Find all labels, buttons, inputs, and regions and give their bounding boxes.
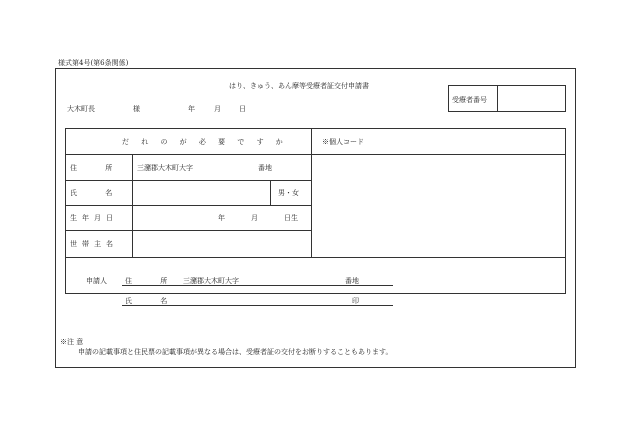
applicant-label: 申請人 — [86, 277, 107, 285]
dob-year-label: 年 — [218, 214, 225, 222]
addressee-town: 大木町長 — [67, 105, 95, 113]
main-table — [65, 128, 566, 294]
address-suffix: 番地 — [258, 164, 272, 172]
applicant-address-suffix: 番地 — [345, 277, 359, 285]
applicant-address-label: 住 所 — [125, 277, 181, 285]
householder-field[interactable] — [137, 236, 307, 250]
notes-title: ※注 意 — [60, 338, 84, 346]
householder-label: 世帯主名 — [70, 240, 118, 248]
dob-day-label: 日生 — [284, 214, 298, 222]
form-title: はり、きゅう、あん摩等受療者証交付申請書 — [229, 82, 369, 90]
dob-label: 生年月日 — [70, 214, 118, 222]
table-header: だ れ の が 必 要 で す か — [122, 138, 288, 146]
applicant-address-value[interactable]: 三瀦郡大木町大字 — [183, 277, 239, 285]
addressee-honorific: 様 — [133, 105, 140, 113]
recipient-number-field[interactable] — [502, 95, 562, 107]
recipient-number-label: 受療者番号 — [452, 96, 487, 104]
address-value[interactable]: 三瀦郡大木町大字 — [137, 164, 193, 172]
dob-month-label: 月 — [251, 214, 258, 222]
address-label: 住 所 — [70, 164, 126, 172]
notes-text: 申請の記載事項と住民票の記載事項が異なる場合は、受療者証の交付をお断りすることもあります。 — [78, 348, 393, 356]
applicant-name-label: 氏 名 — [125, 297, 181, 305]
name-field[interactable] — [137, 186, 265, 200]
name-label: 氏 名 — [70, 189, 126, 197]
gender-options[interactable]: 男・女 — [278, 189, 299, 197]
date-month-label: 月 — [214, 105, 221, 113]
date-day-label: 日 — [239, 105, 246, 113]
form-label: 様式第4号(第6条関係) — [58, 59, 129, 67]
date-year-label: 年 — [188, 105, 195, 113]
seal-mark: 印 — [352, 297, 359, 305]
personal-code-label: ※個人コード — [322, 138, 364, 146]
